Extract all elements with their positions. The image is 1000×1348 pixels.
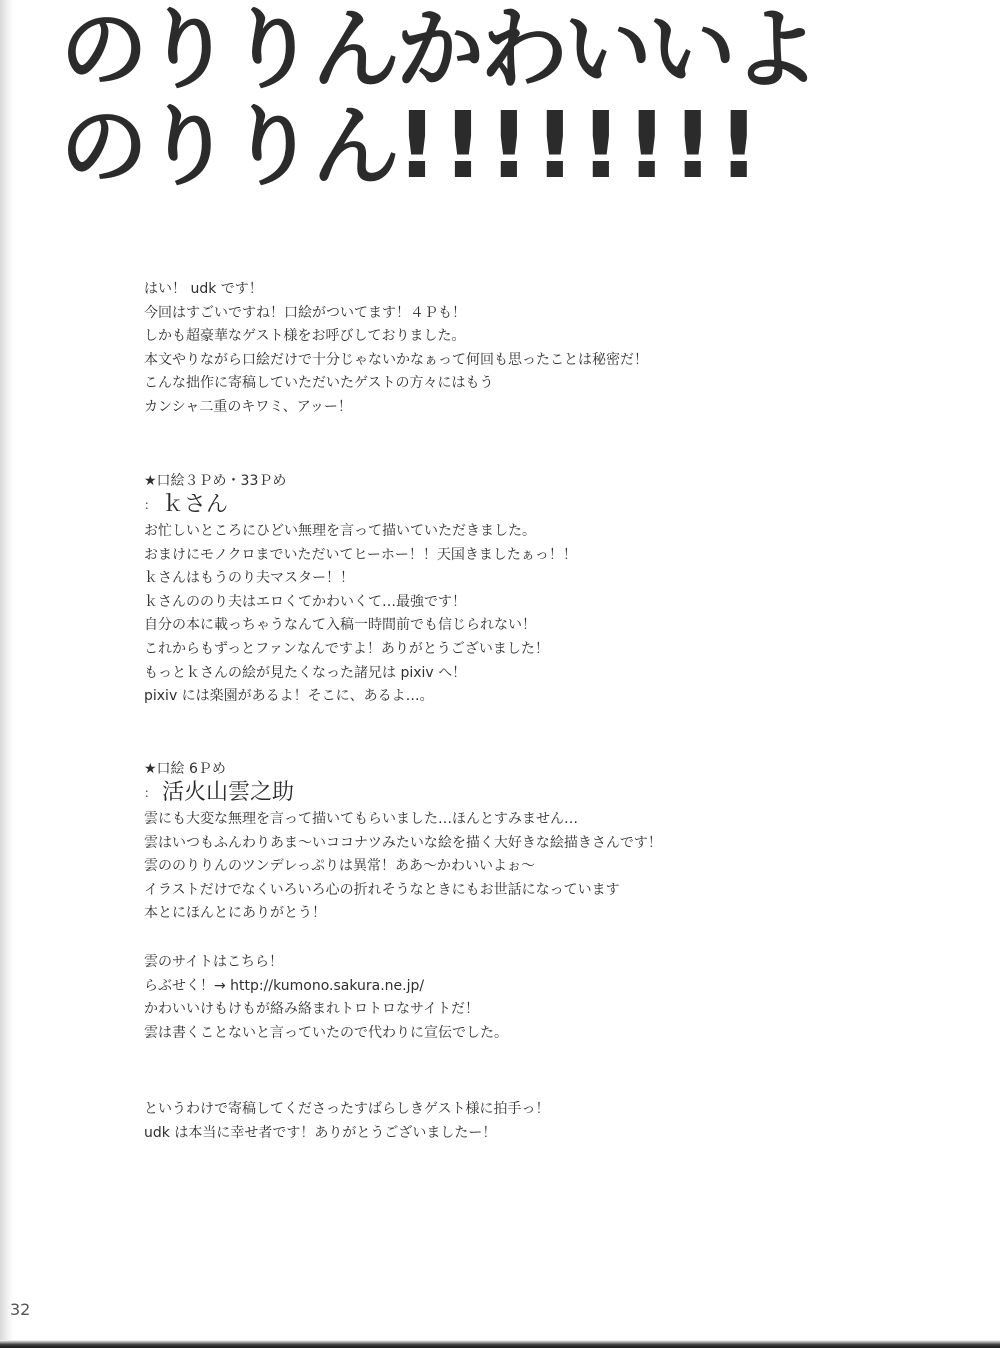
text-line: 本とにほんとにありがとう！ [144,905,326,922]
closing-paragraph [144,1098,549,1145]
text-line: ｋさんはもうのり夫マスター！！ [144,570,354,587]
text-line: もっとｋさんの絵が見たくなった諸兄は pixiv へ！ [144,664,467,681]
text-line: こんな拙作に寄稿していただいたゲストの方々にはもう [144,375,494,392]
text-line: ｋさんののり夫はエロくてかわいくて…最強です！ [144,593,466,610]
text-line: イラストだけでなくいろいろ心の折れそうなときにもお世話になっています [144,881,620,898]
text-line: カンシャ二重のキワミ、アッー！ [144,398,352,415]
text-line: はい！ udk です！ [144,281,263,297]
text-line: 雲は書くことないと言っていたので代わりに宣伝でした。 [144,1024,508,1041]
guest-section-kumonosuke [144,760,662,926]
intro-paragraph [144,278,648,420]
guest-name [144,490,577,520]
site-info [144,951,508,1045]
text-line: udk は本当に幸せ者です！ありがとうございましたー！ [144,1124,497,1141]
guest-colon: ： [144,786,157,800]
page-left-edge-shadow [0,0,14,1348]
text-line: 雲のサイトはこちら！ [144,954,284,970]
text-line: お忙しいところにひどい無理を言って描いていただきました。 [144,523,536,539]
text-line: 雲はいつもふんわりあま～いココナツみたいな絵を描く大好きな絵描きさんです！ [144,834,662,851]
text-line: かわいいけもけもが絡み絡まれトロトロなサイトだ！ [144,1001,480,1018]
guest-name-text: ｋさん [162,492,229,517]
text-line: しかも超豪華なゲスト様をお呼びしておりました。 [144,328,466,345]
title-line-1: のりりんかわいいよ [60,0,817,101]
text-line: 自分の本に載っちゃうなんて入稿一時間前でも信じられない！ [144,617,536,634]
title-line-2-text: のりりん [60,95,397,198]
guest-colon: ： [144,498,157,512]
site-url-line: らぶせく！→ http://kumono.sakura.ne.jp/ [144,977,425,994]
text-line: これからもずっとファンなんですよ！ありがとうございました！ [144,640,549,657]
guest-section-k [144,472,577,709]
text-line: 雲ののりりんのツンデレっぷりは異常！ああ～かわいいよぉ～ [144,858,536,875]
text-line: 今回はすごいですね！口絵がついてます！４Ｐも！ [144,304,466,321]
section-heading: ★口絵３Ｐめ・33Ｐめ [144,473,287,489]
text-line: というわけで寄稿してくださったすばらしきゲスト様に拍手っ！ [144,1101,550,1117]
text-line: pixiv には楽園があるよ！そこに、あるよ…。 [144,688,434,705]
title-exclamations: !!!!!!!! [396,92,764,199]
page-title [60,0,817,199]
text-line: おまけにモノクロまでいただいてヒーホー！！天国きましたぁっ！！ [144,546,577,563]
text-line: 本文やりながら口絵だけで十分じゃないかなぁって何回も思ったことは秘密だ！ [144,351,648,368]
title-line-2 [60,92,816,199]
section-heading: ★口絵 6Ｐめ [144,761,226,777]
page-number: 32 [10,1300,31,1319]
page-bottom-edge [0,1340,1000,1348]
guest-name-text: 活火山雲之助 [162,780,295,805]
guest-name [144,778,662,808]
text-line: 雲にも大変な無理を言って描いてもらいました…ほんとすみません… [144,811,578,827]
